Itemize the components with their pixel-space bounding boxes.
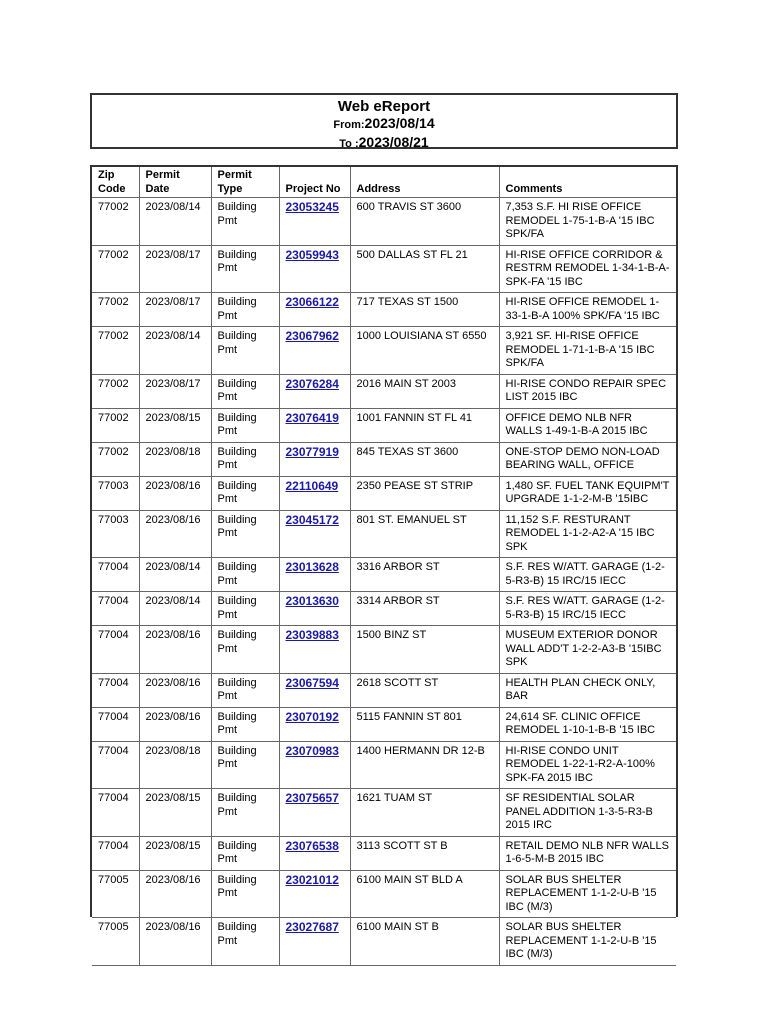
permit-date-cell: 2023/08/16	[139, 626, 211, 674]
permit-type-cell: Building Pmt	[211, 198, 279, 246]
zip-cell: 77002	[92, 198, 139, 246]
permit-date-cell: 2023/08/16	[139, 673, 211, 707]
permit-date-cell: 2023/08/14	[139, 558, 211, 592]
permit-date-cell: 2023/08/16	[139, 918, 211, 966]
zip-cell: 77003	[92, 510, 139, 558]
table-row	[92, 626, 676, 674]
project-no-cell	[279, 870, 350, 918]
zip-cell: 77005	[92, 870, 139, 918]
table-row	[92, 558, 676, 592]
address-cell: 600 TRAVIS ST 3600	[350, 198, 499, 246]
zip-cell: 77002	[92, 374, 139, 408]
table-row	[92, 707, 676, 741]
permit-type-cell: Building Pmt	[211, 510, 279, 558]
permit-date-cell: 2023/08/16	[139, 707, 211, 741]
address-cell: 1500 BINZ ST	[350, 626, 499, 674]
comments-cell: HI-RISE OFFICE CORRIDOR & RESTRM REMODEL 1-34-1-B-A-SPK-FA '15 IBC	[499, 245, 676, 293]
permit-date-cell: 2023/08/18	[139, 442, 211, 476]
permit-date-cell: 2023/08/16	[139, 510, 211, 558]
project-link[interactable]: 23066122	[285, 295, 339, 309]
comments-cell: 7,353 S.F. HI RISE OFFICE REMODEL 1-75-1-B-A '15 IBC SPK/FA	[499, 198, 676, 246]
table-row	[92, 408, 676, 442]
report-header	[90, 93, 678, 149]
from-date: 2023/08/14	[364, 115, 435, 131]
project-no-cell	[279, 293, 350, 327]
header-permit-type: Permit Type	[211, 167, 279, 198]
zip-cell: 77002	[92, 442, 139, 476]
project-link[interactable]: 23076538	[285, 838, 339, 853]
permit-type-cell: Building Pmt	[211, 245, 279, 293]
project-no-cell	[279, 707, 350, 741]
project-no-cell	[279, 918, 350, 966]
permit-type-cell: Building Pmt	[211, 673, 279, 707]
table-row	[92, 327, 676, 375]
address-cell: 3316 ARBOR ST	[350, 558, 499, 592]
permit-type-cell: Building Pmt	[211, 789, 279, 837]
comments-cell: 3,921 SF. HI-RISE OFFICE REMODEL 1-71-1-B-A '15 IBC SPK/FA	[499, 327, 676, 375]
project-no-cell	[279, 245, 350, 293]
address-cell: 6100 MAIN ST BLD A	[350, 870, 499, 918]
comments-cell: ONE-STOP DEMO NON-LOAD BEARING WALL, OFFICE	[499, 442, 676, 476]
table-row	[92, 592, 676, 626]
project-no-cell	[279, 198, 350, 246]
table-body	[92, 198, 676, 966]
table-row	[92, 245, 676, 293]
project-no-cell	[279, 327, 350, 375]
address-cell: 2618 SCOTT ST	[350, 673, 499, 707]
comments-cell: OFFICE DEMO NLB NFR WALLS 1-49-1-B-A 2015 IBC	[499, 408, 676, 442]
permit-type-cell: Building Pmt	[211, 918, 279, 966]
table-row	[92, 836, 676, 870]
project-link[interactable]: 23045172	[285, 512, 339, 527]
comments-cell: 24,614 SF. CLINIC OFFICE REMODEL 1-10-1-B-B '15 IBC	[499, 707, 676, 741]
project-no-cell	[279, 476, 350, 510]
project-link[interactable]: 23077919	[285, 444, 339, 459]
table-row	[92, 870, 676, 918]
project-link[interactable]: 23013628	[285, 560, 339, 574]
zip-cell: 77004	[92, 626, 139, 674]
address-cell: 5115 FANNIN ST 801	[350, 707, 499, 741]
table-row	[92, 510, 676, 558]
zip-cell: 77002	[92, 408, 139, 442]
comments-cell: S.F. RES W/ATT. GARAGE (1-2-5-R3-B) 15 IRC/15 IECC	[499, 558, 676, 592]
comments-cell: 11,152 S.F. RESTURANT REMODEL 1-1-2-A2-A '15 IBC SPK	[499, 510, 676, 558]
permit-date-cell: 2023/08/18	[139, 741, 211, 789]
permit-type-cell: Building Pmt	[211, 476, 279, 510]
comments-cell: SOLAR BUS SHELTER REPLACEMENT 1-1-2-U-B '15 IBC (M/3)	[499, 918, 676, 966]
zip-cell: 77004	[92, 673, 139, 707]
zip-cell: 77004	[92, 707, 139, 741]
table-row	[92, 741, 676, 789]
table-row	[92, 293, 676, 327]
table-row	[92, 673, 676, 707]
project-link[interactable]: 23027687	[285, 920, 339, 934]
project-link[interactable]: 23013630	[285, 594, 339, 608]
project-link[interactable]: 23059943	[285, 247, 339, 262]
project-link[interactable]: 23039883	[285, 628, 339, 642]
address-cell: 2016 MAIN ST 2003	[350, 374, 499, 408]
header-project-no: Project No	[279, 167, 350, 198]
zip-cell: 77002	[92, 293, 139, 327]
permit-type-cell: Building Pmt	[211, 374, 279, 408]
project-no-cell	[279, 626, 350, 674]
project-no-cell	[279, 836, 350, 870]
permit-date-cell: 2023/08/15	[139, 408, 211, 442]
table-header-row	[92, 167, 676, 198]
zip-cell: 77002	[92, 327, 139, 375]
from-range	[92, 115, 676, 134]
permit-date-cell: 2023/08/14	[139, 327, 211, 375]
to-date: 2023/08/21	[358, 134, 429, 150]
zip-cell: 77004	[92, 592, 139, 626]
zip-cell: 77003	[92, 476, 139, 510]
permit-type-cell: Building Pmt	[211, 408, 279, 442]
project-no-cell	[279, 592, 350, 626]
permit-table	[92, 167, 676, 966]
zip-cell: 77004	[92, 558, 139, 592]
project-no-cell	[279, 673, 350, 707]
permit-type-cell: Building Pmt	[211, 707, 279, 741]
comments-cell: 1,480 SF. FUEL TANK EQUIPM'T UPGRADE 1-1-2-M-B '15IBC	[499, 476, 676, 510]
address-cell: 500 DALLAS ST FL 21	[350, 245, 499, 293]
address-cell: 717 TEXAS ST 1500	[350, 293, 499, 327]
address-cell: 6100 MAIN ST B	[350, 918, 499, 966]
from-label: From:	[333, 119, 365, 131]
project-link[interactable]: 23076284	[285, 376, 339, 391]
permit-date-cell: 2023/08/17	[139, 293, 211, 327]
comments-cell: HI-RISE CONDO UNIT REMODEL 1-22-1-R2-A-100% SPK-FA 2015 IBC	[499, 741, 676, 789]
permit-date-cell: 2023/08/16	[139, 870, 211, 918]
table-row	[92, 789, 676, 837]
permit-date-cell: 2023/08/14	[139, 592, 211, 626]
address-cell: 1621 TUAM ST	[350, 789, 499, 837]
project-link[interactable]: 23076419	[285, 410, 339, 425]
comments-cell: HI-RISE OFFICE REMODEL 1-33-1-B-A 100% SPK/FA '15 IBC	[499, 293, 676, 327]
permit-type-cell: Building Pmt	[211, 836, 279, 870]
permit-date-cell: 2023/08/16	[139, 476, 211, 510]
zip-cell: 77005	[92, 918, 139, 966]
table-row	[92, 918, 676, 966]
header-zip: Zip Code	[92, 167, 139, 198]
project-link[interactable]: 23070192	[285, 709, 339, 724]
table-row	[92, 442, 676, 476]
project-link[interactable]: 23070983	[285, 743, 339, 758]
project-link[interactable]: 23075657	[285, 791, 339, 805]
zip-cell: 77004	[92, 836, 139, 870]
header-address: Address	[350, 167, 499, 198]
report-title: Web eReport	[337, 98, 431, 115]
project-no-cell	[279, 741, 350, 789]
project-no-cell	[279, 558, 350, 592]
header-comments: Comments	[499, 167, 676, 198]
permit-table-container	[90, 165, 678, 960]
address-cell: 2350 PEASE ST STRIP	[350, 476, 499, 510]
permit-type-cell: Building Pmt	[211, 870, 279, 918]
permit-type-cell: Building Pmt	[211, 558, 279, 592]
permit-date-cell: 2023/08/14	[139, 198, 211, 246]
address-cell: 801 ST. EMANUEL ST	[350, 510, 499, 558]
comments-cell: MUSEUM EXTERIOR DONOR WALL ADD'T 1-2-2-A3-B '15IBC SPK	[499, 626, 676, 674]
table-row	[92, 198, 676, 246]
project-link[interactable]: 22110649	[285, 478, 339, 493]
project-no-cell	[279, 408, 350, 442]
comments-cell: S.F. RES W/ATT. GARAGE (1-2-5-R3-B) 15 IRC/15 IECC	[499, 592, 676, 626]
permit-date-cell: 2023/08/17	[139, 374, 211, 408]
permit-type-cell: Building Pmt	[211, 442, 279, 476]
to-range	[92, 134, 676, 153]
table-row	[92, 374, 676, 408]
comments-cell: HEALTH PLAN CHECK ONLY, BAR	[499, 673, 676, 707]
permit-type-cell: Building Pmt	[211, 293, 279, 327]
comments-cell: SF RESIDENTIAL SOLAR PANEL ADDITION 1-3-5-R3-B 2015 IRC	[499, 789, 676, 837]
project-no-cell	[279, 442, 350, 476]
project-link[interactable]: 23067594	[285, 675, 339, 690]
permit-type-cell: Building Pmt	[211, 327, 279, 375]
permit-type-cell: Building Pmt	[211, 592, 279, 626]
zip-cell: 77004	[92, 789, 139, 837]
comments-cell: RETAIL DEMO NLB NFR WALLS 1-6-5-M-B 2015 IBC	[499, 836, 676, 870]
address-cell: 3314 ARBOR ST	[350, 592, 499, 626]
to-label: To :	[339, 138, 359, 150]
zip-cell: 77002	[92, 245, 139, 293]
address-cell: 1000 LOUISIANA ST 6550	[350, 327, 499, 375]
project-no-cell	[279, 789, 350, 837]
comments-cell: SOLAR BUS SHELTER REPLACEMENT 1-1-2-U-B '15 IBC (M/3)	[499, 870, 676, 918]
permit-date-cell: 2023/08/15	[139, 836, 211, 870]
project-no-cell	[279, 510, 350, 558]
address-cell: 1001 FANNIN ST FL 41	[350, 408, 499, 442]
project-link[interactable]: 23067962	[285, 329, 339, 343]
project-no-cell	[279, 374, 350, 408]
table-row	[92, 476, 676, 510]
zip-cell: 77004	[92, 741, 139, 789]
comments-cell: HI-RISE CONDO REPAIR SPEC LIST 2015 IBC	[499, 374, 676, 408]
header-permit-date: Permit Date	[139, 167, 211, 198]
address-cell: 1400 HERMANN DR 12-B	[350, 741, 499, 789]
project-link[interactable]: 23053245	[285, 200, 339, 214]
address-cell: 845 TEXAS ST 3600	[350, 442, 499, 476]
permit-date-cell: 2023/08/15	[139, 789, 211, 837]
address-cell: 3113 SCOTT ST B	[350, 836, 499, 870]
project-link[interactable]: 23021012	[285, 872, 339, 887]
permit-type-cell: Building Pmt	[211, 741, 279, 789]
permit-type-cell: Building Pmt	[211, 626, 279, 674]
permit-date-cell: 2023/08/17	[139, 245, 211, 293]
